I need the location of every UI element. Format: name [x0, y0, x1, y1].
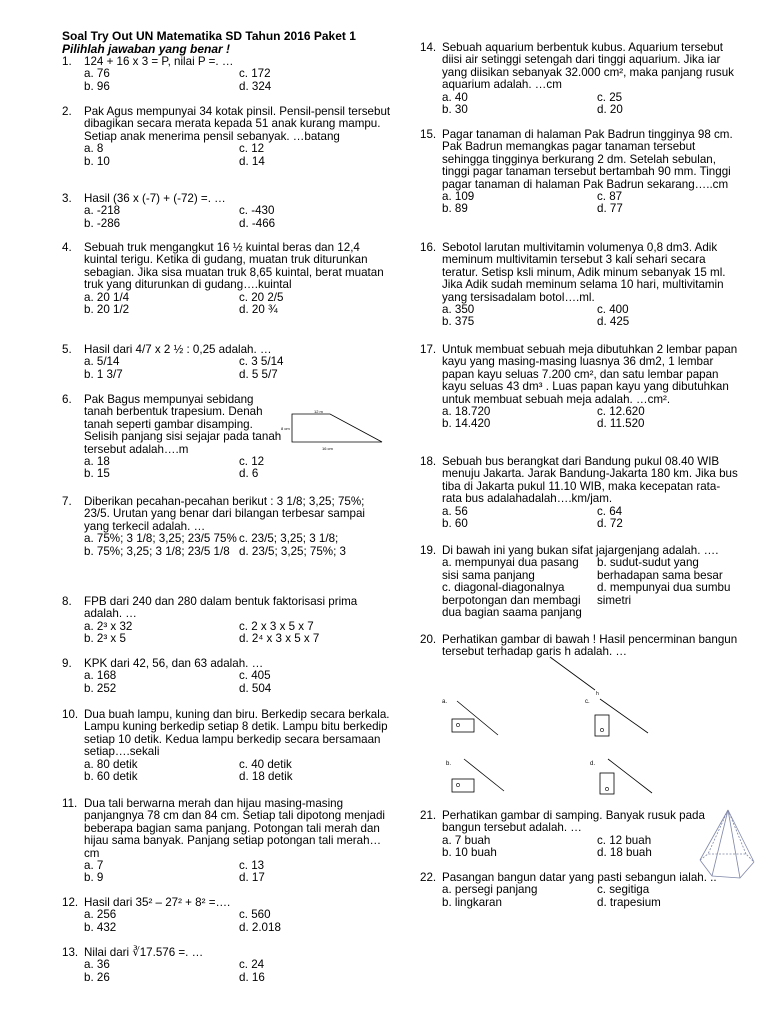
answer-option[interactable]: b. 26 [84, 970, 110, 984]
answer-option[interactable]: d. 17 [239, 871, 265, 885]
question-text: Hasil dari 4/7 x 2 ½ : 0,25 adalah. … [84, 343, 272, 356]
answer-option[interactable]: a. 40 [442, 90, 468, 104]
question-text: Sebuah bus berangkat dari Bandung pukul 08.40 WIB menuju Jakarta. Jarak Bandung-Jakarta 180 km. Jika bus tiba di Jakarta pukul 11.10 WIB, maka kecepatan rata-rata bus adalahadalah….km/jam. [442, 455, 738, 506]
question-number: 6. [62, 393, 72, 406]
trapezoid-side-label: 8 cm [281, 426, 290, 431]
answer-option[interactable]: d. 20 [597, 103, 623, 117]
answer-option[interactable]: a. -218 [84, 204, 121, 218]
answer-option[interactable]: b. 2³ x 5 [84, 632, 126, 646]
reflection-option-d-dot [605, 787, 608, 790]
answer-option[interactable]: b. 1 3/7 [84, 367, 123, 381]
question-text: Dua tali berwarna merah dan hijau masing-masing panjangnya 78 cm dan 84 cm. Setiap tali dipotong menjadi beberapa bagian sama panjang. Potongan tali merah dan hijau sama banyak. Panjang setiap potongan tali merah…cm [84, 797, 385, 860]
reflection-option-b-line [464, 759, 504, 791]
question-text: Di bawah ini yang bukan sifat jajargenjang adalah. …. [442, 544, 719, 557]
answer-option[interactable]: c. 12 buah [597, 833, 652, 847]
answer-options [84, 959, 392, 984]
reflection-option-a-label: a. [442, 699, 448, 705]
question-text: Perhatikan gambar di bawah ! Hasil pencerminan bangun tersebut terhadap garis h adalah. … [442, 633, 738, 659]
question-number: 16. [420, 241, 437, 254]
answer-options [84, 533, 392, 558]
page-title: Soal Try Out UN Matematika SD Tahun 2016 Paket 1 [62, 29, 356, 43]
question-number: 19. [420, 544, 437, 557]
question-2 [62, 106, 392, 168]
answer-option[interactable]: a. 76 [84, 67, 110, 81]
reflection-figure [440, 655, 700, 805]
answer-option[interactable]: d. 425 [597, 315, 630, 329]
answer-option[interactable]: a. 80 detik [84, 757, 138, 771]
answer-options [84, 621, 392, 646]
question-number: 2. [62, 105, 72, 118]
answer-option[interactable]: d. mempunyai dua sumbu simetri [597, 581, 731, 607]
question-text: Pasangan bangun datar yang pasti sebangun ialah. .. [442, 871, 717, 884]
question-text: Hasil (36 x (-7) + (-72) =. … [84, 192, 226, 205]
question-8 [62, 596, 392, 646]
question-text: Pagar tanaman di halaman Pak Badrun tingginya 98 cm. Pak Badrun memangkas pagar tanaman tersebut sehingga tingginya berkurang 2 dm. Setelah sebulan, tinggi pagar tanaman tersebut bertambah 90 mm. Tinggi pagar tanaman di halaman Pak Badrun sekarang…..cm [442, 128, 733, 191]
answer-option[interactable]: d. 72 [597, 517, 623, 531]
answer-options [84, 68, 392, 93]
answer-option[interactable]: d. -466 [239, 216, 276, 230]
answer-option[interactable]: a. 56 [442, 504, 468, 518]
question-number: 8. [62, 595, 72, 608]
answer-option[interactable]: c. 24 [239, 958, 265, 972]
answer-options [84, 205, 392, 230]
question-17 [420, 344, 738, 431]
answer-option[interactable]: d. 20 ¾ [239, 303, 278, 317]
answer-option[interactable]: d. 324 [239, 79, 272, 93]
question-number: 1. [62, 55, 72, 68]
question-number: 18. [420, 455, 437, 468]
answer-option[interactable]: b. 20 1/2 [84, 303, 130, 317]
answer-option[interactable]: a. persegi panjang [442, 883, 538, 897]
answer-option[interactable]: c. diagonal-diagonalnya berpotongan dan membagi dua bagian saama panjang [442, 581, 582, 620]
question-18 [420, 456, 738, 530]
question-text: Pak Bagus mempunyai sebidang tanah berbentuk trapesium. Denah tanah seperti gambar disamping. Selisih panjang sisi sejajar pada tanah tersebut adalah….m [84, 393, 282, 456]
answer-option[interactable]: d. 2.018 [239, 920, 281, 934]
answer-option[interactable]: c. 400 [597, 303, 629, 317]
question-number: 17. [420, 343, 437, 356]
answer-option[interactable]: a. 350 [442, 303, 475, 317]
question-16 [420, 242, 738, 329]
answer-option[interactable]: c. 3 5/14 [239, 355, 284, 369]
answer-option[interactable]: b. 252 [84, 681, 117, 695]
answer-option[interactable]: c. 405 [239, 669, 271, 683]
question-text: Dua buah lampu, kuning dan biru. Berkedip secara berkala. Lampu kuning berkedip setiap 8 detik. Lampu bitu berkedip setiap 10 detik. Kedua lampu berkedip secara bersamaan setiap….sekali [84, 708, 390, 759]
question-number: 13. [62, 946, 79, 959]
answer-option[interactable]: a. 75%; 3 1/8; 3,25; 23/5 75% [84, 532, 237, 546]
answer-option[interactable]: b. 15 [84, 467, 110, 481]
answer-option[interactable]: c. 25 [597, 90, 623, 104]
answer-option[interactable]: b. 375 [442, 315, 475, 329]
question-4 [62, 242, 392, 316]
answer-option[interactable]: c. 23/5; 3,25; 3 1/8; [239, 532, 339, 546]
question-text: Sebotol larutan multivitamin volumenya 0,8 dm3. Adik meminum multivitamin tersebut 3 kali sehari secara teratur. Setisp ksli minum, Adik minum sebanyak 15 ml. Jika Adik sudah meminum selama 10 hari, multivitamin yang tersisadalam botol….ml. [442, 241, 726, 304]
question-text: Nilai dari ∛17.576 =. … [84, 946, 204, 959]
answer-option[interactable]: b. 96 [84, 79, 110, 93]
question-number: 21. [420, 809, 437, 822]
answer-option[interactable]: d. 2⁴ x 3 x 5 x 7 [239, 632, 320, 646]
answer-options [84, 143, 392, 168]
answer-option[interactable]: c. 172 [239, 67, 271, 81]
trapezoid-bottom-label: 16 cm [322, 446, 333, 451]
answer-options [84, 292, 392, 317]
answer-option[interactable]: d. 6 [239, 467, 259, 481]
answer-option[interactable]: b. 75%; 3,25; 3 1/8; 23/5 1/8 [84, 544, 230, 558]
answer-option[interactable]: c. 20 2/5 [239, 290, 284, 304]
reflection-option-a-dot [456, 723, 459, 726]
reflection-option-c-dot [600, 728, 603, 731]
question-text: Diberikan pecahan-pecahan berikut : 3 1/8; 3,25; 75%; 23/5. Urutan yang benar dari bilangan terbesar sampai yang terkecil adalah. … [84, 495, 366, 533]
answer-option[interactable]: b. 10 [84, 154, 110, 168]
answer-option[interactable]: b. 89 [442, 202, 468, 216]
trapezoid-shape [292, 414, 382, 442]
question-22 [420, 872, 738, 909]
answer-options [442, 557, 738, 619]
reflection-option-d-label: d. [590, 761, 596, 767]
answer-option[interactable]: b. 30 [442, 103, 468, 117]
question-number: 20. [420, 633, 437, 646]
question-number: 15. [420, 128, 437, 141]
answer-options [84, 759, 392, 784]
question-number: 22. [420, 871, 437, 884]
reflection-option-b-dot [456, 783, 459, 786]
answer-option[interactable]: c. 87 [597, 190, 623, 204]
question-9 [62, 658, 392, 695]
question-text: 124 + 16 x 3 = P, nilai P =. … [84, 55, 234, 68]
mirror-line-h-label: h [596, 691, 599, 697]
reflection-option-c-label: c. [585, 699, 590, 705]
question-number: 14. [420, 41, 437, 54]
answer-option[interactable]: a. mempunyai dua pasang sisi sama panjang [442, 556, 579, 582]
answer-option[interactable]: b. 60 detik [84, 770, 138, 784]
question-text: Pak Agus mempunyai 34 kotak pinsil. Pensil-pensil tersebut dibagikan secara merata kepada 51 anak kurang mampu. Setiap anak menerima pensil sebanyak. …batang [84, 105, 391, 143]
question-number: 9. [62, 657, 72, 670]
question-7 [62, 496, 392, 558]
answer-option[interactable]: b. 432 [84, 920, 117, 934]
pyramid-figure [692, 808, 758, 890]
answer-option[interactable]: d. 18 detik [239, 770, 293, 784]
question-number: 10. [62, 708, 79, 721]
answer-option[interactable]: b. 60 [442, 517, 468, 531]
answer-option[interactable]: b. lingkaran [442, 895, 502, 909]
question-text: Untuk membuat sebuah meja dibutuhkan 2 lembar papan kayu yang masing-masing luasnya 36 dm2, 1 lembar papan kayu seluas 7.200 cm², dan satu lembar papan kayu seluas 43 dm³ . Luas papan kayu yang dibutuhkan untuk membuat sebuah meja adalah. …cm². [442, 343, 738, 406]
question-1 [62, 56, 392, 93]
question-number: 12. [62, 896, 79, 909]
trapezoid-top-label: 12 m [314, 409, 323, 414]
answer-option[interactable]: a. 36 [84, 958, 110, 972]
answer-option[interactable]: a. 18.720 [442, 405, 491, 419]
answer-options [84, 860, 392, 885]
answer-options [442, 406, 738, 431]
question-number: 11. [62, 797, 78, 810]
trapezoid-figure [278, 408, 390, 456]
answer-option[interactable]: b. 9 [84, 871, 104, 885]
question-10 [62, 709, 392, 783]
question-number: 3. [62, 192, 72, 205]
answer-options [442, 92, 738, 117]
question-text: KPK dari 42, 56, dan 63 adalah. … [84, 657, 264, 670]
question-text: Sebuah truk mengangkut 16 ½ kuintal beras dan 12,4 kuintal terigu. Ketika di gudang, muatan truk diturunkan sebagian. Jika sisa muatan truk 8,65 kuintal, berat muatan truk yang diturunkan di gudang….kuintal [84, 241, 384, 292]
answer-option[interactable]: c. 560 [239, 908, 271, 922]
question-text: Sebuah aquarium berbentuk kubus. Aquarium tersebut diisi air setinggi setengah dari tinggi aquarium. Jika iar yang diisikan sebanyak 32.000 cm², maka panjang rusuk aquarium adalah. …cm [442, 41, 734, 92]
question-15 [420, 129, 738, 216]
answer-option[interactable]: d. 18 buah [597, 846, 652, 860]
instruction: Pilihlah jawaban yang benar ! [62, 42, 231, 56]
reflection-option-c-rect [595, 715, 609, 736]
answer-option[interactable]: b. sudut-sudut yang berhadapan sama besar [597, 556, 723, 582]
question-text: Hasil dari 35² – 27² + 8² =…. [84, 896, 231, 909]
answer-option[interactable]: a. 20 1/4 [84, 290, 130, 304]
answer-option[interactable]: c. 64 [597, 504, 623, 518]
answer-option[interactable]: c. 40 detik [239, 757, 292, 771]
reflection-option-d-line [608, 759, 652, 793]
answer-option[interactable]: c. segitiga [597, 883, 650, 897]
answer-option[interactable]: d. 11.520 [597, 417, 645, 431]
answer-options [84, 670, 392, 695]
question-text: Perhatikan gambar di samping. Banyak rusuk pada bangun tersebut adalah. … [442, 809, 705, 835]
question-text: FPB dari 240 dan 280 dalam bentuk faktorisasi prima adalah. … [84, 595, 358, 621]
question-12 [62, 897, 392, 934]
answer-option[interactable]: b. -286 [84, 216, 121, 230]
question-3 [62, 193, 392, 230]
question-5 [62, 344, 392, 381]
answer-option[interactable]: a. 5/14 [84, 355, 120, 369]
answer-option[interactable]: a. 109 [442, 190, 475, 204]
answer-option[interactable]: a. 2³ x 32 [84, 619, 133, 633]
answer-option[interactable]: d. 16 [239, 970, 265, 984]
answer-option[interactable]: d. trapesium [597, 895, 661, 909]
answer-option[interactable]: c. 12 [239, 142, 265, 156]
reflection-option-a-rect [452, 719, 474, 732]
question-19 [420, 545, 738, 619]
answer-option[interactable]: b. 10 buah [442, 846, 497, 860]
answer-option[interactable]: c. 13 [239, 859, 265, 873]
reflection-option-a-line [457, 701, 498, 735]
answer-option[interactable]: a. 18 [84, 455, 110, 469]
answer-option[interactable]: c. -430 [239, 204, 275, 218]
answer-option[interactable]: d. 23/5; 3,25; 75%; 3 [239, 544, 346, 558]
answer-option[interactable]: d. 504 [239, 681, 272, 695]
answer-option[interactable]: a. 256 [84, 908, 117, 922]
question-21 [420, 810, 738, 860]
answer-option[interactable]: d. 14 [239, 154, 265, 168]
question-number: 4. [62, 241, 72, 254]
answer-option[interactable]: a. 7 buah [442, 833, 491, 847]
answer-option[interactable]: b. 14.420 [442, 417, 491, 431]
answer-option[interactable]: c. 12 [239, 455, 265, 469]
answer-options [84, 356, 392, 381]
answer-options [442, 304, 738, 329]
question-number: 5. [62, 343, 72, 356]
question-14 [420, 42, 738, 116]
reflection-option-c-line [600, 699, 648, 733]
question-11 [62, 798, 392, 885]
answer-option[interactable]: a. 7 [84, 859, 104, 873]
answer-options [84, 456, 392, 481]
answer-option[interactable]: d. 77 [597, 202, 623, 216]
reflection-option-b-label: b. [446, 761, 452, 767]
answer-option[interactable]: d. 5 5/7 [239, 367, 278, 381]
reflection-option-b-rect [452, 779, 474, 792]
answer-option[interactable]: a. 168 [84, 669, 117, 683]
answer-option[interactable]: c. 12.620 [597, 405, 645, 419]
answer-options [84, 909, 392, 934]
mirror-line-h [550, 657, 595, 690]
answer-options [442, 191, 738, 216]
answer-option[interactable]: c. 2 x 3 x 5 x 7 [239, 619, 314, 633]
answer-options [442, 506, 738, 531]
answer-option[interactable]: a. 8 [84, 142, 104, 156]
question-number: 7. [62, 495, 72, 508]
question-13 [62, 947, 392, 984]
